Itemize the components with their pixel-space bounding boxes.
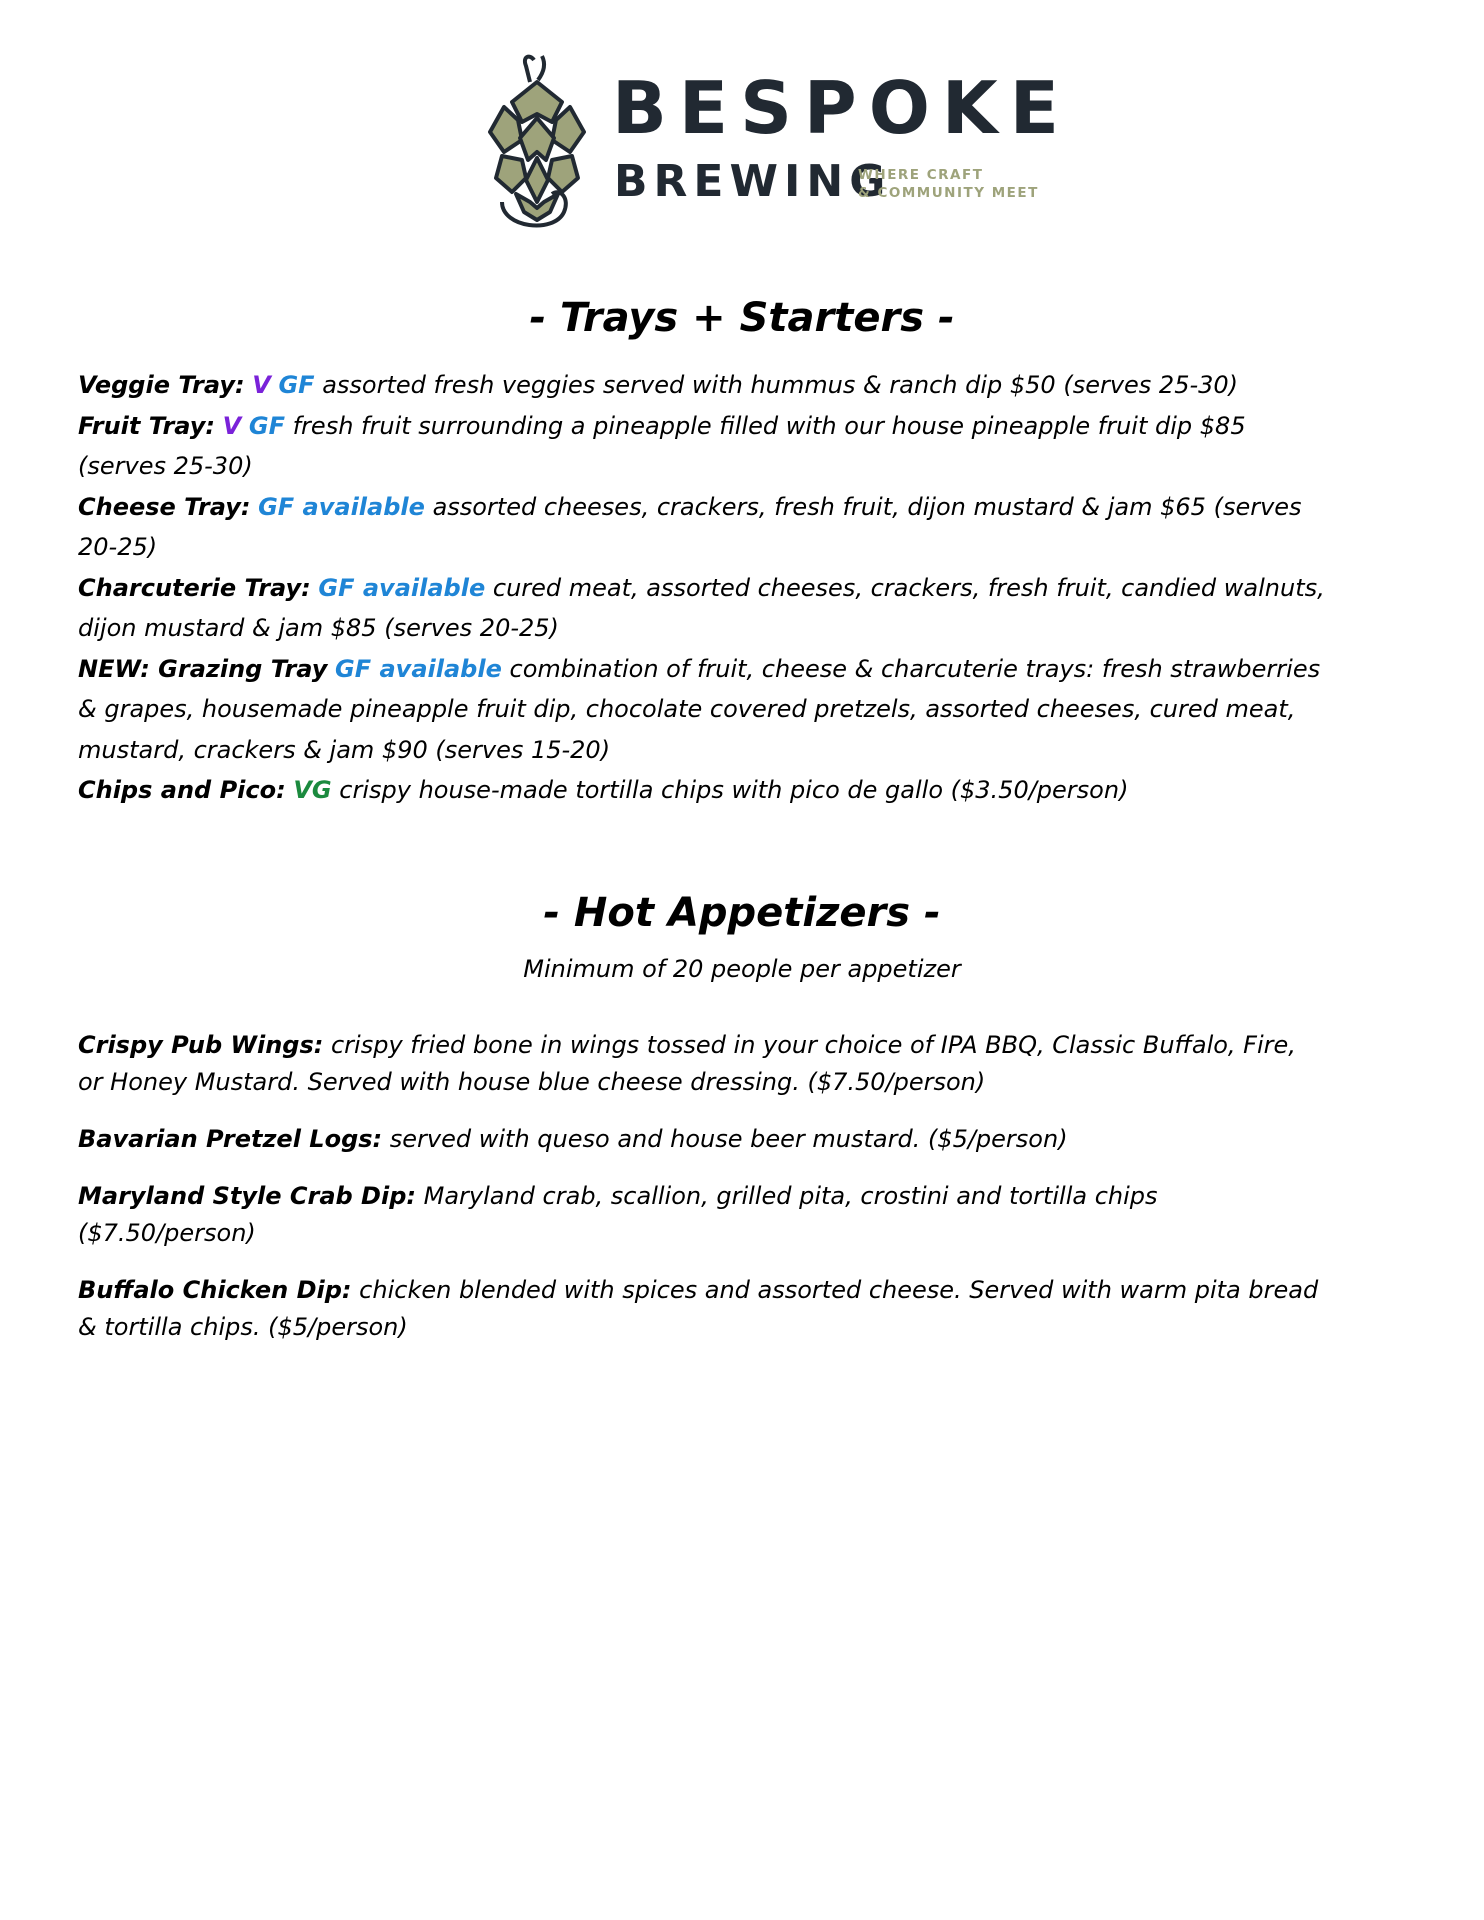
gluten-free-tag: GF available bbox=[318, 573, 486, 602]
brand-logo bbox=[482, 52, 1071, 232]
hot-appetizers-subtitle: Minimum of 20 people per appetizer bbox=[523, 955, 961, 983]
section-title-hot-appetizers: - Hot Appetizers - bbox=[543, 890, 941, 936]
menu-item bbox=[78, 568, 1328, 649]
vegetarian-tag: V bbox=[222, 411, 242, 440]
item-description: fresh fruit surrounding a pineapple filled with our house pineapple fruit dip $85 (serves 25-30) bbox=[78, 411, 1246, 480]
trays-list bbox=[78, 365, 1328, 811]
item-name: Fruit Tray: bbox=[78, 411, 216, 440]
item-name: NEW: Grazing Tray bbox=[78, 654, 328, 683]
item-description: crispy fried bone in wings tossed in your choice of IPA BBQ, Classic Buffalo, Fire, or Honey Mustard. Served with house blue cheese dressing. ($7.50/person) bbox=[78, 1031, 1296, 1096]
menu-item bbox=[78, 406, 1328, 487]
hot-appetizers-list bbox=[78, 1027, 1328, 1346]
gluten-free-tag: GF bbox=[278, 371, 315, 399]
gluten-free-tag: GF available bbox=[258, 492, 425, 521]
item-description: assorted fresh veggies served with hummus & ranch dip $50 (serves 25-30) bbox=[322, 371, 1239, 399]
item-name: Buffalo Chicken Dip: bbox=[78, 1276, 352, 1304]
menu-item bbox=[78, 770, 1328, 811]
hop-icon bbox=[482, 52, 592, 232]
menu-item bbox=[78, 1121, 1328, 1158]
menu-item bbox=[78, 365, 1328, 406]
item-description: served with queso and house beer mustard. ($5/person) bbox=[389, 1125, 1068, 1153]
gluten-free-tag: GF available bbox=[335, 654, 502, 683]
item-description: Maryland crab, scallion, grilled pita, crostini and tortilla chips ($7.50/person) bbox=[78, 1182, 1158, 1247]
menu-item bbox=[78, 487, 1328, 568]
item-name: Bavarian Pretzel Logs: bbox=[78, 1125, 383, 1153]
vegan-tag: VG bbox=[293, 776, 332, 804]
item-name: Charcuterie Tray: bbox=[78, 573, 311, 602]
item-description: chicken blended with spices and assorted cheese. Served with warm pita bread & tortilla chips. ($5/person) bbox=[78, 1276, 1319, 1341]
menu-item bbox=[78, 649, 1328, 771]
brand-name-line1: BESPOKE bbox=[612, 66, 1071, 150]
menu-item bbox=[78, 1027, 1328, 1101]
item-name: Chips and Pico: bbox=[78, 776, 286, 804]
brand-name-line2: BREWING bbox=[614, 156, 892, 207]
brand-tagline bbox=[858, 166, 1039, 202]
menu-item bbox=[78, 1272, 1328, 1346]
item-description: combination of fruit, cheese & charcuterie trays: fresh strawberries & grapes, housemade pineapple fruit dip, chocolate covered pretzels, assorted cheeses, cured meat, mustard, crackers & jam $90 (serves 15-20) bbox=[78, 654, 1321, 764]
item-name: Crispy Pub Wings: bbox=[78, 1031, 324, 1059]
item-name: Maryland Style Crab Dip: bbox=[78, 1182, 416, 1210]
item-description: cured meat, assorted cheeses, crackers, fresh fruit, candied walnuts, dijon mustard & jam $85 (serves 20-25) bbox=[78, 573, 1325, 642]
menu-item bbox=[78, 1178, 1328, 1252]
item-description: assorted cheeses, crackers, fresh fruit, dijon mustard & jam $65 (serves 20-25) bbox=[78, 492, 1302, 561]
item-name: Veggie Tray: bbox=[78, 371, 245, 399]
tagline-line2: & COMMUNITY MEET bbox=[858, 185, 1039, 201]
item-name: Cheese Tray: bbox=[78, 492, 251, 521]
gluten-free-tag: GF bbox=[248, 411, 285, 440]
item-description: crispy house-made tortilla chips with pico de gallo ($3.50/person) bbox=[339, 776, 1129, 804]
tagline-line1: WHERE CRAFT bbox=[858, 167, 984, 183]
vegetarian-tag: V bbox=[252, 371, 271, 399]
section-title-trays: - Trays + Starters - bbox=[529, 295, 955, 341]
